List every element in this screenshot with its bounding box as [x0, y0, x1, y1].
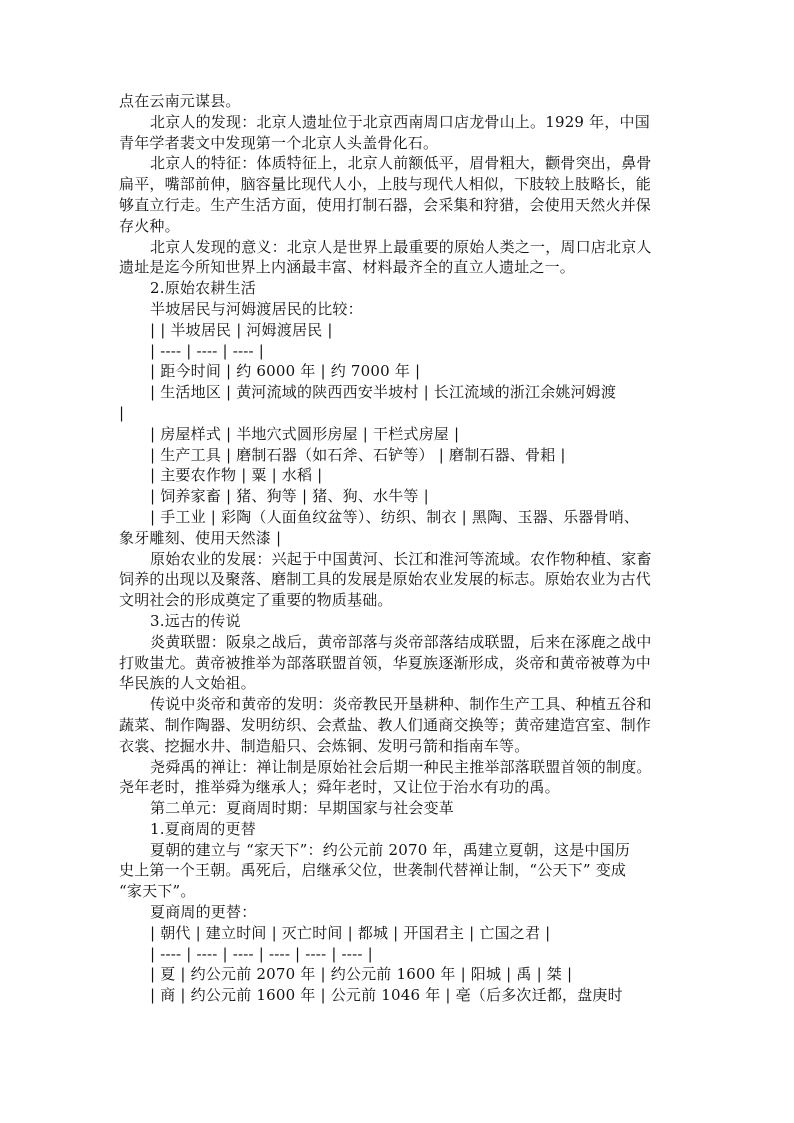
text-line: | 房屋样式 | 半地穴式圆形房屋 | 干栏式房屋 | — [150, 424, 460, 443]
text-line: | 饲养家畜 | 猪、狗等 | 猪、狗、水牛等 | — [150, 487, 429, 506]
text-line: | — [119, 403, 125, 422]
text-line: | 手工业 | 彩陶（人面鱼纹盆等）、纺织、制衣 | 黑陶、玉器、乐器骨哨、 — [150, 507, 640, 526]
text-line: 象牙雕刻、使用天然漆 | — [119, 528, 282, 547]
text-line: 华民族的人文始祖。 — [119, 674, 256, 693]
text-line: 扁平，嘴部前伸，脑容量比现代人小，上肢与现代人相似，下肢较上肢略长，能 — [119, 175, 652, 194]
text-line: 2.原始农耕生活 — [150, 279, 256, 298]
text-line: 3.远古的传说 — [150, 611, 241, 630]
text-line: | 生产工具 | 磨制石器（如石斧、石铲等） | 磨制石器、骨耜 | — [150, 445, 566, 464]
text-line: 文明社会的形成奠定了重要的物质基础。 — [119, 591, 393, 610]
text-line: 北京人发现的意义：北京人是世界上最重要的原始人类之一，周口店北京人 — [150, 237, 652, 256]
text-line: | | 半坡居民 | 河姆渡居民 | — [150, 320, 333, 339]
text-line: 衣裳、挖掘水井、制造船只、会炼铜、发明弓箭和指南车等。 — [119, 736, 530, 755]
text-line: | 商 | 约公元前 1600 年 | 公元前 1046 年 | 亳（后多次迁都，盘庚时 — [150, 986, 623, 1005]
text-line: 青年学者裴文中发现第一个北京人头盖骨化石。 — [119, 133, 439, 152]
text-line: 尧舜禹的禅让：禅让制是原始社会后期一种民主推举部落联盟首领的制度。 — [150, 757, 652, 776]
text-line: | 生活地区 | 黄河流域的陕西西安半坡村 | 长江流域的浙江余姚河姆渡 — [150, 383, 617, 402]
text-line: 点在云南元谋县。 — [119, 92, 241, 110]
text-line: | ---- | ---- | ---- | — [150, 341, 265, 360]
text-line: | 距今时间 | 约 6000 年 | 约 7000 年 | — [150, 362, 421, 381]
text-line: 够直立行走。生产生活方面，使用打制石器，会采集和狩猎，会使用天然火并保 — [119, 195, 652, 214]
text-line: 1.夏商周的更替 — [150, 819, 256, 838]
text-line: 炎黄联盟：阪泉之战后，黄帝部落与炎帝部落结成联盟，后来在涿鹿之战中 — [150, 632, 652, 651]
document-page — [119, 91, 681, 1006]
text-line: | ---- | ---- | ---- | ---- | ---- | ---- | — [150, 944, 373, 963]
text-line: 夏朝的建立与 “家天下”：约公元前 2070 年，禹建立夏朝，这是中国历 — [150, 840, 631, 859]
text-line: 北京人的特征：体质特征上，北京人前额低平，眉骨粗大，颧骨突出，鼻骨 — [150, 154, 652, 173]
text-line: 半坡居民与河姆渡居民的比较： — [150, 299, 363, 318]
text-line: | 夏 | 约公元前 2070 年 | 约公元前 1600 年 | 阳城 | 禹 | 桀 | — [150, 965, 573, 984]
text-line: 蔬菜、制作陶器、发明纺织、会煮盐、教人们通商交换等；黄帝建造宫室、制作 — [119, 715, 652, 734]
text-line: 史上第一个王朝。禹死后，启继承父位，世袭制代替禅让制，“公天下” 变成 — [119, 861, 627, 880]
text-line: 北京人的发现：北京人遗址位于北京西南周口店龙骨山上。1929 年，中国 — [150, 112, 650, 131]
text-line: “家天下”。 — [119, 882, 196, 901]
text-line: 存火种。 — [119, 216, 180, 235]
text-line: 打败蚩尤。黄帝被推举为部落联盟首领，华夏族逐渐形成，炎帝和黄帝被尊为中 — [119, 653, 652, 672]
text-line: | 朝代 | 建立时间 | 灭亡时间 | 都城 | 开国君主 | 亡国之君 | — [150, 923, 551, 942]
text-line: 夏商周的更替： — [150, 903, 257, 922]
text-line: | 主要农作物 | 粟 | 水稻 | — [150, 466, 323, 485]
text-line: 尧年老时，推举舜为继承人；舜年老时，又让位于治水有功的禹。 — [119, 778, 560, 797]
text-line: 第二单元：夏商周时期：早期国家与社会变革 — [150, 799, 455, 818]
text-line: 原始农业的发展：兴起于中国黄河、长江和淮河等流域。农作物种植、家畜 — [150, 549, 652, 568]
text-line: 传说中炎帝和黄帝的发明：炎帝教民开垦耕种、制作生产工具、种植五谷和 — [150, 695, 652, 714]
text-line: 遗址是迄今所知世界上内涵最丰富、材料最齐全的直立人遗址之一。 — [119, 258, 576, 277]
text-line: 饲养的出现以及聚落、磨制工具的发展是原始农业发展的标志。原始农业为古代 — [119, 570, 652, 589]
